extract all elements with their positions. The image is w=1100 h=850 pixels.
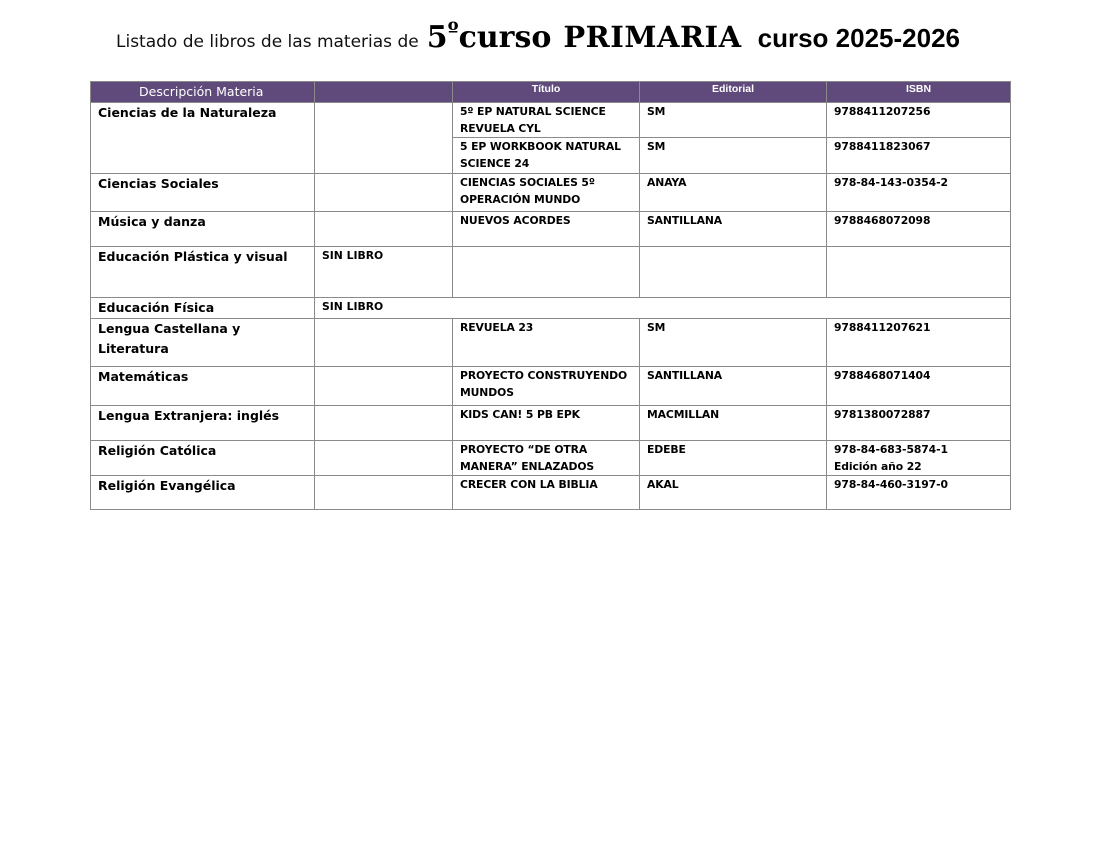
book-publisher: MACMILLAN <box>640 406 827 441</box>
book-title-line: REVUELA CYL <box>460 122 541 135</box>
book-title <box>453 174 640 212</box>
book-publisher: AKAL <box>640 476 827 510</box>
title-level: PRIMARIA <box>563 20 742 54</box>
title-intro: Listado de libros de las materias de <box>116 32 419 52</box>
table-row <box>91 406 1011 441</box>
empty-cell <box>315 476 453 510</box>
book-title-line: CIENCIAS SOCIALES 5º <box>460 176 595 189</box>
subject-name: Matemáticas <box>91 367 315 406</box>
book-title: CRECER CON LA BIBLIA <box>453 476 640 510</box>
book-isbn: 9788411207621 <box>827 319 1011 367</box>
book-title-line: MUNDOS <box>460 386 514 399</box>
book-publisher: SM <box>640 103 827 138</box>
book-title <box>453 367 640 406</box>
subject-name: Educación Física <box>91 298 315 319</box>
table-row <box>91 298 1011 319</box>
book-title: NUEVOS ACORDES <box>453 212 640 247</box>
subject-name: Religión Católica <box>91 441 315 476</box>
book-publisher: ANAYA <box>640 174 827 212</box>
header-isbn: ISBN <box>827 82 1011 103</box>
header-blank <box>315 82 453 103</box>
subject-name: Ciencias de la Naturaleza <box>91 103 315 174</box>
empty-cell <box>315 319 453 367</box>
book-publisher: SANTILLANA <box>640 212 827 247</box>
subject-name: Lengua Extranjera: inglés <box>91 406 315 441</box>
empty-cell <box>315 103 453 174</box>
book-isbn: 9788411207256 <box>827 103 1011 138</box>
title-grade-word: curso <box>458 20 552 55</box>
book-isbn <box>827 441 1011 476</box>
book-title <box>453 441 640 476</box>
book-title-line: 5 EP WORKBOOK NATURAL <box>460 140 621 153</box>
table-row <box>91 212 1011 247</box>
header-description: Descripción Materia <box>91 82 315 103</box>
empty-cell <box>640 247 827 298</box>
header-title: Título <box>453 82 640 103</box>
table-row <box>91 476 1011 510</box>
book-publisher: SANTILLANA <box>640 367 827 406</box>
book-title-line: PROYECTO CONSTRUYENDO <box>460 369 628 382</box>
book-publisher: SM <box>640 319 827 367</box>
book-isbn-value: 978-84-683-5874-1 <box>834 443 948 456</box>
book-title-line: PROYECTO “DE OTRA <box>460 443 588 456</box>
empty-cell <box>315 441 453 476</box>
book-isbn: 9788468072098 <box>827 212 1011 247</box>
subject-name: Lengua Castellana y Literatura <box>91 319 315 367</box>
title-grade-sup: º <box>447 18 459 44</box>
book-title-line: OPERACIÓN MUNDO <box>460 193 581 206</box>
title-grade-number: 5 <box>426 20 448 55</box>
book-title: REVUELA 23 <box>453 319 640 367</box>
book-title: KIDS CAN! 5 PB EPK <box>453 406 640 441</box>
empty-cell <box>453 247 640 298</box>
subject-name: Música y danza <box>91 212 315 247</box>
empty-cell <box>315 212 453 247</box>
table-row <box>91 103 1011 138</box>
no-book-note: SIN LIBRO <box>315 247 453 298</box>
table-row <box>91 319 1011 367</box>
subject-name: Ciencias Sociales <box>91 174 315 212</box>
empty-cell <box>315 174 453 212</box>
books-table <box>90 81 1011 510</box>
book-publisher: EDEBE <box>640 441 827 476</box>
header-publisher: Editorial <box>640 82 827 103</box>
book-isbn: 978-84-143-0354-2 <box>827 174 1011 212</box>
book-title-line: 5º EP NATURAL SCIENCE <box>460 105 606 118</box>
empty-cell <box>827 247 1011 298</box>
title-grade <box>427 18 552 55</box>
no-book-note: SIN LIBRO <box>315 298 1011 319</box>
page-title <box>116 18 1036 68</box>
table-row <box>91 367 1011 406</box>
book-title-line: MANERA” ENLAZADOS <box>460 460 595 473</box>
book-isbn: 9788411823067 <box>827 138 1011 174</box>
book-isbn: 9788468071404 <box>827 367 1011 406</box>
table-row <box>91 174 1011 212</box>
book-title <box>453 103 640 138</box>
book-isbn: 978-84-460-3197-0 <box>827 476 1011 510</box>
book-title-line: SCIENCE 24 <box>460 157 530 170</box>
table-row <box>91 247 1011 298</box>
book-isbn-note: Edición año 22 <box>834 460 922 473</box>
empty-cell <box>315 406 453 441</box>
title-year: curso 2025-2026 <box>757 23 960 53</box>
table-header-row <box>91 82 1011 103</box>
book-isbn: 9781380072887 <box>827 406 1011 441</box>
book-publisher: SM <box>640 138 827 174</box>
empty-cell <box>315 367 453 406</box>
table-row <box>91 441 1011 476</box>
book-title <box>453 138 640 174</box>
subject-name: Educación Plástica y visual <box>91 247 315 298</box>
subject-name: Religión Evangélica <box>91 476 315 510</box>
